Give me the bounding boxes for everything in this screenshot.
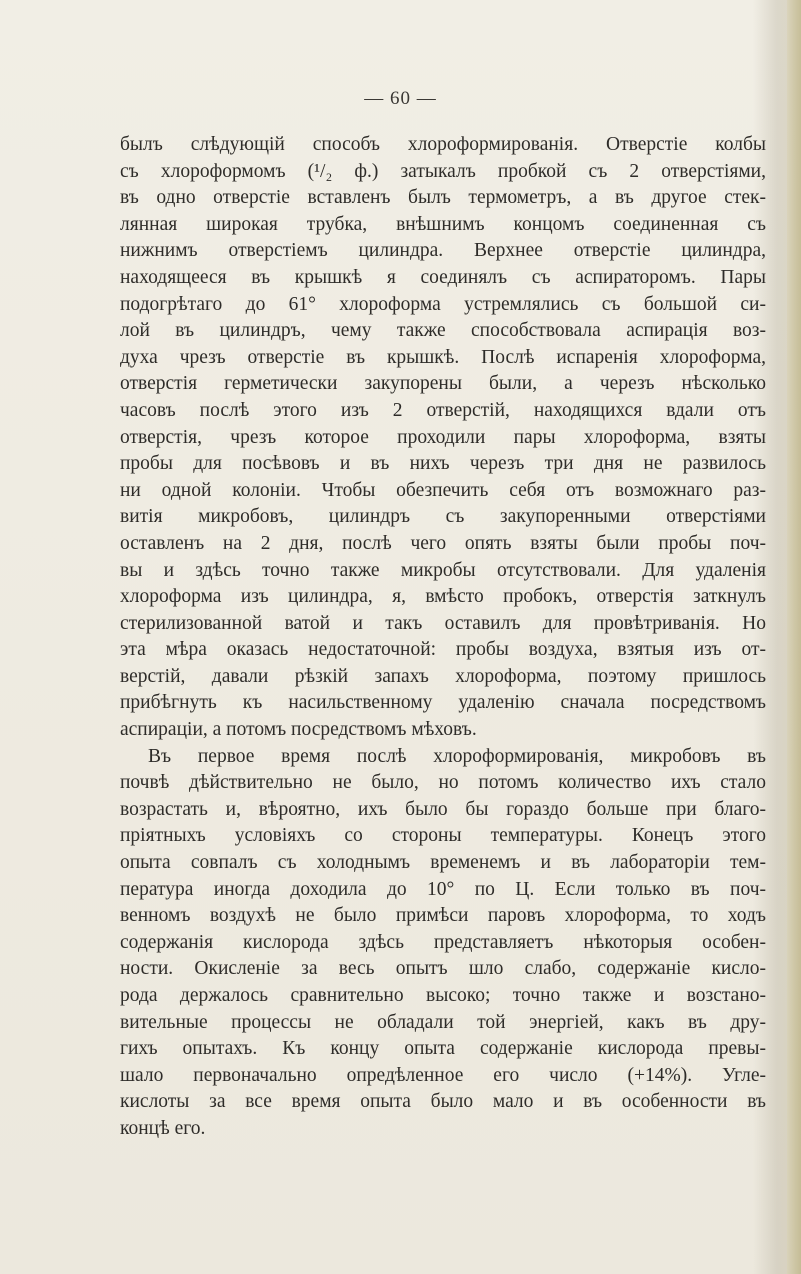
text-line: венномъ воздухѣ не было примѣси паровъ хлороформа, то ходъ: [120, 905, 766, 927]
text-line: кислоты за все время опыта было мало и въ особенности въ: [120, 1091, 766, 1113]
page-edge-shadow: [787, 0, 801, 1274]
text-line: былъ слѣдующій способъ хлороформированія. Отверстіе колбы: [120, 134, 766, 155]
text-line: ности. Окисленіе за весь опытъ шло слабо, содержаніе кисло-: [120, 958, 766, 980]
text-line: содержанія кислорода здѣсь представляетъ нѣкоторыя особен-: [120, 931, 766, 953]
text-line: съ хлороформомъ (¹/₂ ф.) затыкалъ пробкой съ 2 отверстіями,: [120, 160, 766, 182]
text-line: гихъ опытахъ. Къ концу опыта содержаніе кислорода превы-: [120, 1038, 766, 1060]
text-line: пробы для посѣвовъ и въ нихъ черезъ три дня не развилось: [120, 453, 766, 475]
text-line: подогрѣтаго до 61° хлороформа устремлялись съ большой си-: [120, 293, 766, 315]
text-line: пріятныхъ условіяхъ со стороны температуры. Конецъ этого: [120, 825, 766, 847]
paragraph-1: [120, 132, 766, 744]
paragraph-2: [120, 744, 766, 1143]
body-text: [120, 132, 766, 1143]
text-line: пература иногда доходила до 10° по Ц. Если только въ поч-: [120, 878, 766, 900]
text-line: вы и здѣсь точно также микробы отсутствовали. Для удаленія: [120, 559, 766, 581]
page-number: — 60 —: [364, 88, 437, 109]
text-line: возрастать и, вѣроятно, ихъ было бы гораздо больше при благо-: [120, 798, 766, 820]
text-line: витія микробовъ, цилиндръ съ закупоренными отверстіями: [120, 506, 766, 528]
text-line: нижнимъ отверстіемъ цилиндра. Верхнее отверстіе цилиндра,: [120, 240, 766, 262]
text-line: хлороформа изъ цилиндра, я, вмѣсто пробокъ, отверстія заткнулъ: [120, 586, 766, 608]
text-line: эта мѣра оказась недостаточной: пробы воздуха, взятыя изъ от-: [120, 639, 766, 661]
text-line: отверстія, чрезъ которое проходили пары хлороформа, взяты: [120, 426, 766, 448]
text-line: оставленъ на 2 дня, послѣ чего опять взяты были пробы поч-: [120, 532, 766, 554]
text-line: часовъ послѣ этого изъ 2 отверстій, находящихся вдали отъ: [120, 399, 766, 421]
text-line: прибѣгнуть къ насильственному удаленію сначала посредствомъ: [120, 692, 766, 714]
text-line: въ одно отверстіе вставленъ былъ термометръ, а въ другое стек-: [120, 187, 766, 209]
text-line: почвѣ дѣйствительно не было, но потомъ количество ихъ стало: [120, 772, 766, 794]
text-line: отверстія герметически закупорены были, а черезъ нѣсколько: [120, 373, 766, 395]
text-line: лянная широкая трубка, внѣшнимъ концомъ соединенная съ: [120, 213, 766, 235]
text-line: концѣ его.: [120, 1117, 206, 1139]
text-line: Въ первое время послѣ хлороформированія, микробовъ въ: [148, 745, 766, 767]
text-line: духа чрезъ отверстіе въ крышкѣ. Послѣ испаренія хлороформа,: [120, 346, 766, 368]
text-line: опыта совпалъ съ холоднымъ временемъ и въ лабораторіи тем-: [120, 852, 766, 874]
text-line: стерилизованной ватой и такъ оставилъ для провѣтриванія. Но: [120, 612, 766, 634]
text-line: аспираціи, а потомъ посредствомъ мѣховъ.: [120, 719, 477, 741]
text-line: лой въ цилиндръ, чему также способствовала аспирація воз-: [120, 320, 766, 342]
text-line: вительные процессы не обладали той энергіей, какъ въ дру-: [120, 1011, 766, 1033]
text-line: ни одной колоніи. Чтобы обезпечить себя отъ возможнаго раз-: [120, 479, 766, 501]
text-line: шало первоначально опредѣленное его число (+14%). Угле-: [120, 1064, 766, 1086]
text-line: рода держалось сравнительно высоко; точно также и возстано-: [120, 985, 766, 1006]
text-line: верстій, давали рѣзкій запахъ хлороформа, поэтому пришлось: [120, 665, 766, 687]
text-line: находящееся въ крышкѣ я соединялъ съ аспираторомъ. Пары: [120, 266, 766, 288]
